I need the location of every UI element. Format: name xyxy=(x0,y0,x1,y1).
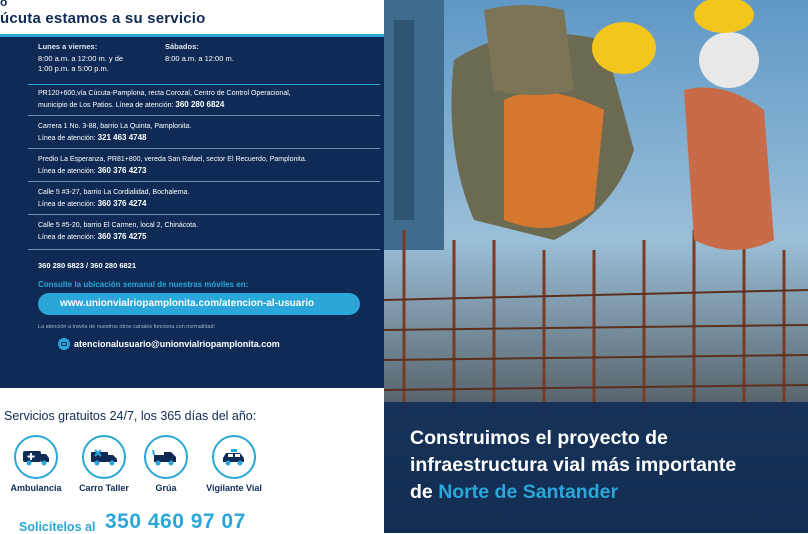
location-address: Calle 5 #3-27, barrio La Cordialidad, Bochalema. xyxy=(38,189,190,196)
saturday-hours-label: Sábados: xyxy=(165,42,199,51)
location-address: Calle 5 #5-20, barrio El Carmen, local 2, Chinácota. xyxy=(38,222,198,229)
service-ambulance xyxy=(0,435,72,493)
location-address: PR120+600,vía Cúcuta-Pamplona, recta Corozal, Centro de Control Operacional, xyxy=(38,90,291,97)
title-fragment: o xyxy=(0,0,8,9)
request-label: Solicítelos al xyxy=(19,520,96,534)
location-divider xyxy=(28,214,380,215)
service-road-patrol xyxy=(198,435,270,493)
location-phone: 360 376 4275 xyxy=(97,232,147,241)
location-phone-label: Línea de atención: xyxy=(38,135,96,142)
email-icon xyxy=(58,338,70,350)
location-phone-label: municipio de Los Patios. Línea de atención: xyxy=(38,102,174,109)
location-phone-label: Línea de atención: xyxy=(38,201,96,208)
mobile-units-note: Consulte la ubicación semanal de nuestras móviles en: xyxy=(38,280,249,289)
location-item xyxy=(38,220,378,243)
service-label: Vigilante Vial xyxy=(206,483,262,493)
patrol-car-icon xyxy=(212,435,256,479)
headline-line: Construimos el proyecto de xyxy=(410,427,668,449)
location-address: Carrera 1 No. 3-88, barrio La Quinta, Pamplonita. xyxy=(38,123,192,130)
saturday-hours-line1: 8:00 a.m. a 12:00 m. xyxy=(165,54,234,63)
location-phone-label: Línea de atención: xyxy=(38,234,96,241)
service-tow-truck xyxy=(130,435,202,493)
location-phone: 321 463 4748 xyxy=(97,133,147,142)
service-label: Grúa xyxy=(155,483,177,493)
location-divider xyxy=(28,115,380,116)
location-item xyxy=(38,121,378,144)
location-divider xyxy=(28,148,380,149)
hero-headline xyxy=(410,425,800,506)
weekday-hours-label: Lunes a viernes: xyxy=(38,42,98,51)
weekday-hours-line1: 8:00 a.m. a 12:00 m. y de xyxy=(38,54,124,63)
email-link[interactable]: atencionalusuario@unionvialriopamplonita.com xyxy=(74,339,280,349)
headline-line: infraestructura vial más importante xyxy=(410,454,737,476)
ambulance-icon xyxy=(14,435,58,479)
repair-truck-icon xyxy=(82,435,126,479)
contact-phones: 360 280 6823 / 360 280 6821 xyxy=(38,261,137,270)
channels-note: La atención a través de nuestros otros canales funciona con normalidad: xyxy=(38,324,216,330)
free-services-title: Servicios gratuitos 24/7, los 365 días del año: xyxy=(4,409,257,423)
location-phone-label: Línea de atención: xyxy=(38,168,96,175)
request-phone[interactable]: 350 460 97 07 xyxy=(105,510,246,533)
service-label: Carro Taller xyxy=(79,483,129,493)
page-title: úcuta estamos a su servicio xyxy=(0,10,206,27)
location-item xyxy=(38,187,378,210)
location-phone: 360 280 6824 xyxy=(175,100,225,109)
hours-divider xyxy=(28,84,380,85)
location-item xyxy=(38,154,378,177)
location-item xyxy=(38,88,378,111)
location-address: Predio La Esperanza, PR81+800, vereda San Rafael, sector El Recuerdo, Pamplonita. xyxy=(38,156,307,163)
website-link[interactable]: www.unionvialriopamplonita.com/atencion-al-usuario xyxy=(60,298,315,309)
headline-line: de xyxy=(410,481,439,503)
tow-truck-icon xyxy=(144,435,188,479)
weekday-hours-line2: 1:00 p.m. a 5:00 p.m. xyxy=(38,64,109,73)
location-phone: 360 376 4273 xyxy=(97,166,147,175)
location-phone: 360 376 4274 xyxy=(97,199,147,208)
service-label: Ambulancia xyxy=(10,483,62,493)
headline-accent: Norte de Santander xyxy=(438,481,619,503)
location-divider xyxy=(28,181,380,182)
title-divider xyxy=(0,34,384,37)
location-divider xyxy=(28,249,380,250)
